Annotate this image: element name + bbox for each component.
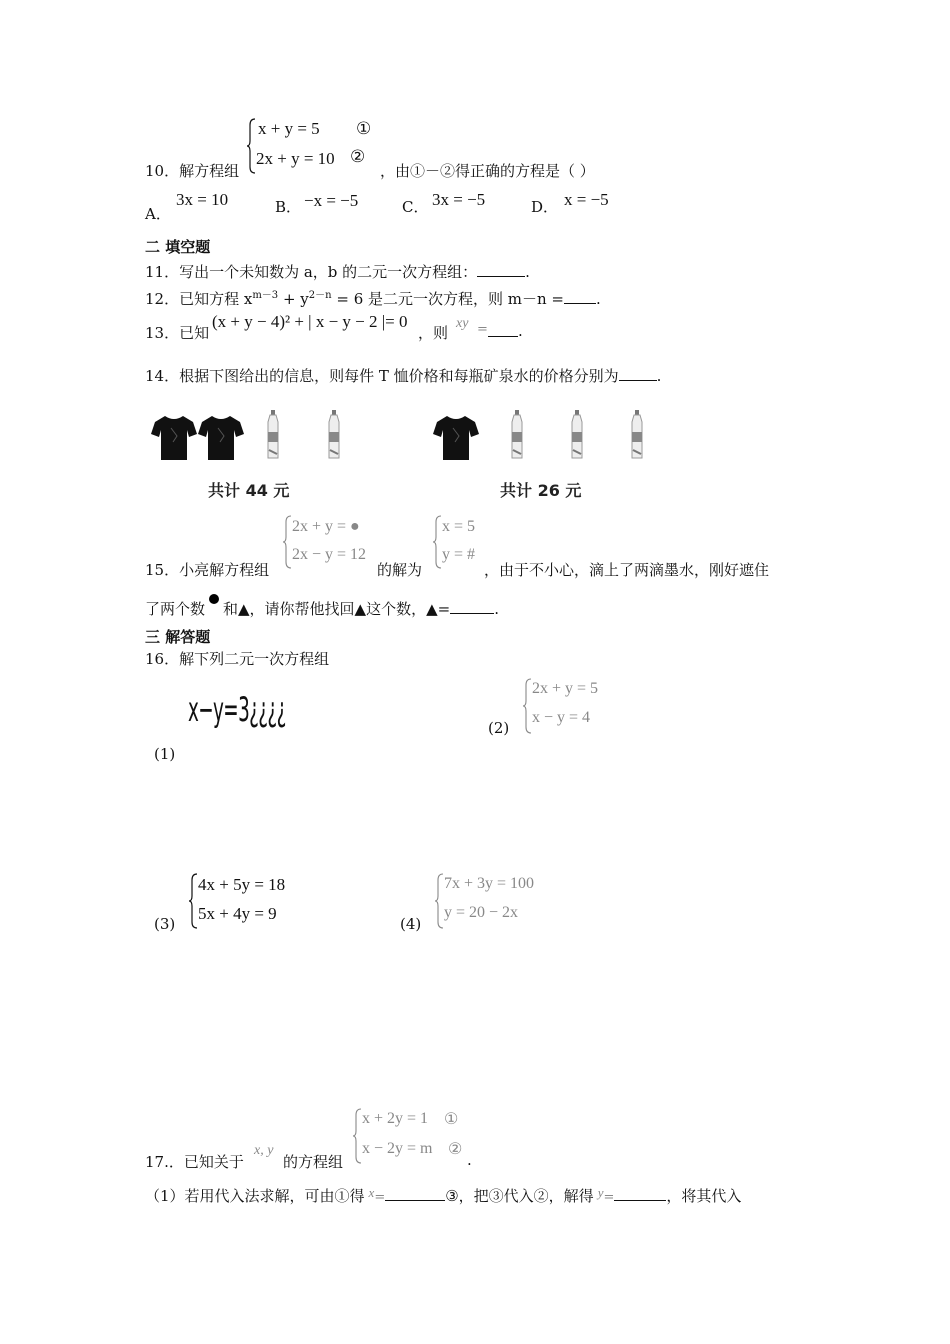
section-2-heading: 二 填空题 bbox=[145, 238, 211, 256]
q12-blank bbox=[564, 289, 596, 304]
q13-mid: ，则 bbox=[418, 324, 449, 342]
q14 bbox=[145, 365, 661, 386]
q15-suffix: ，由于不小心，滴上了两滴墨水，刚好遮住 bbox=[484, 561, 770, 579]
q10-option-b-label: B． bbox=[275, 198, 302, 216]
q16-p3-eq2: 5x + 4y = 9 bbox=[198, 904, 277, 923]
q15-mid: 的解为 bbox=[377, 561, 423, 579]
q13-blank bbox=[488, 322, 518, 337]
q16-p4-eq2: y = 20 − 2x bbox=[444, 904, 519, 921]
left-total: 共计 44 元 bbox=[208, 481, 290, 500]
q15-line2-a: 了两个数 bbox=[145, 600, 206, 618]
q13-expr: (x + y − 4)² + | x − y − 2 |= 0 bbox=[212, 312, 408, 331]
brace-icon bbox=[432, 514, 442, 570]
q16-p3-eq1: 4x + 5y = 18 bbox=[198, 875, 286, 894]
q11-text: 11．写出一个未知数为 a，b 的二元一次方程组： bbox=[145, 263, 478, 281]
water-bottle-icon bbox=[630, 410, 644, 460]
q10-option-d-expr: x = −5 bbox=[564, 190, 609, 209]
q17-line2-b: ③，把③代入②，解得 bbox=[445, 1187, 594, 1205]
q17-end: . bbox=[467, 1151, 472, 1169]
q17-eq2: x − 2y = m bbox=[362, 1140, 433, 1157]
q10-option-c-label: C． bbox=[402, 198, 429, 216]
q16-p3-system bbox=[188, 872, 308, 930]
q13-end: . bbox=[518, 322, 523, 340]
q15-system bbox=[282, 514, 382, 570]
tshirt-icon bbox=[198, 414, 244, 462]
q10-system bbox=[246, 117, 386, 175]
q10-option-d-label: D． bbox=[531, 198, 559, 216]
ink-dot-icon bbox=[209, 594, 219, 604]
q10-option-b-expr: −x = −5 bbox=[304, 191, 359, 210]
q15-blank bbox=[450, 599, 494, 614]
q17-line2-a: （1）若用代入法求解，可由①得 bbox=[145, 1187, 365, 1205]
q10-eq2-mark: ② bbox=[350, 147, 366, 167]
q12-mid: + y bbox=[278, 290, 309, 308]
q16-p3-label: (3) bbox=[154, 915, 176, 933]
q11: 11．写出一个未知数为 a，b 的二元一次方程组： . bbox=[145, 263, 530, 281]
q15-eq2: 2x − y = 12 bbox=[292, 546, 367, 563]
q10-eq1-mark: ① bbox=[356, 119, 372, 139]
q10-prefix: 10．解方程组 bbox=[145, 162, 240, 180]
q13-eq: = bbox=[477, 322, 488, 337]
q10-eq1: x + y = 5 bbox=[258, 119, 320, 138]
q12-prefix: 12．已知方程 x bbox=[145, 290, 253, 308]
q15-prefix: 15．小亮解方程组 bbox=[145, 561, 270, 579]
q17-line2-eq2: = bbox=[603, 1190, 615, 1205]
brace-icon bbox=[352, 1107, 362, 1165]
q14-end: . bbox=[656, 367, 662, 385]
q11-blank bbox=[477, 262, 525, 277]
q17-prefix: 17.．已知关于 bbox=[145, 1153, 244, 1171]
q17-line2-x: x bbox=[368, 1185, 375, 1200]
tshirt-icon bbox=[433, 414, 479, 462]
q16-p2-system bbox=[522, 677, 622, 735]
q10-suffix: ，由①－②得正确的方程是（ ） bbox=[380, 162, 595, 180]
water-bottle-icon bbox=[327, 410, 341, 460]
q17-eq1: x + 2y = 1 bbox=[362, 1110, 429, 1127]
q17-line2-c: ，将其代入 bbox=[666, 1187, 742, 1205]
brace-icon bbox=[188, 872, 198, 930]
water-bottle-icon bbox=[266, 410, 280, 460]
brace-icon bbox=[434, 872, 444, 930]
q16-p1-label: (1) bbox=[154, 745, 176, 763]
water-bottle-icon bbox=[570, 410, 584, 460]
q17-system bbox=[352, 1107, 472, 1165]
q10-eq2: 2x + y = 10 bbox=[256, 149, 335, 168]
q10-option-a-expr: 3x = 10 bbox=[176, 190, 229, 209]
q12 bbox=[145, 286, 601, 309]
q17-eq1-mark: ① bbox=[444, 1109, 459, 1128]
q16-p4-label: (4) bbox=[400, 915, 422, 933]
q17-vars: x, y bbox=[254, 1143, 274, 1158]
price-figure bbox=[148, 410, 648, 500]
q17-line2-y: y bbox=[597, 1185, 604, 1200]
q15-solution bbox=[432, 514, 492, 570]
q12-exp1: m－3 bbox=[252, 290, 279, 301]
q13-prefix: 13．已知 bbox=[145, 324, 210, 342]
q16-title: 16．解下列二元一次方程组 bbox=[145, 650, 330, 668]
q16-p2-eq2: x − y = 4 bbox=[532, 709, 591, 726]
q15-sol1: x = 5 bbox=[442, 518, 476, 535]
q17-eq2-mark: ② bbox=[448, 1139, 463, 1158]
q16-p2-label: (2) bbox=[488, 719, 510, 737]
brace-icon bbox=[522, 677, 532, 735]
q12-suffix: = 6 是二元一次方程，则 m－n = bbox=[331, 290, 564, 308]
brace-icon bbox=[246, 117, 256, 175]
q14-text: 14．根据下图给出的信息，则每件 T 恤价格和每瓶矿泉水的价格分别为 bbox=[145, 367, 619, 385]
tshirt-icon bbox=[151, 414, 197, 462]
q17-line2-eq: = bbox=[374, 1190, 386, 1205]
q12-end: . bbox=[596, 290, 601, 308]
q15-line2 bbox=[145, 594, 499, 619]
q17-blank-x bbox=[385, 1186, 445, 1201]
q12-exp2: 2－n bbox=[308, 290, 332, 301]
brace-icon bbox=[282, 514, 292, 570]
q15-sol2: y = # bbox=[442, 546, 476, 563]
q15-line2-end: . bbox=[494, 600, 499, 618]
q13-var: xy bbox=[456, 316, 469, 331]
q15-eq1: 2x + y = ● bbox=[292, 518, 360, 535]
q16-p4-system bbox=[434, 872, 564, 930]
q17-line2 bbox=[145, 1185, 741, 1206]
q16-p1-expr: x−y=3¿¿¿¿ bbox=[188, 690, 286, 730]
q14-blank bbox=[619, 366, 657, 381]
q16-p2-eq1: 2x + y = 5 bbox=[532, 680, 599, 697]
q16-p4-eq1: 7x + 3y = 100 bbox=[444, 875, 535, 892]
q17-mid: 的方程组 bbox=[283, 1153, 344, 1171]
right-total: 共计 26 元 bbox=[500, 481, 582, 500]
q15-line2-b: 和▲，请你帮他找回▲这个数，▲= bbox=[223, 600, 451, 618]
water-bottle-icon bbox=[510, 410, 524, 460]
q17-blank-y bbox=[614, 1186, 666, 1201]
q10-option-a-label: A． bbox=[145, 205, 171, 223]
section-3-heading: 三 解答题 bbox=[145, 628, 211, 646]
q10-option-c-expr: 3x = −5 bbox=[432, 190, 486, 209]
